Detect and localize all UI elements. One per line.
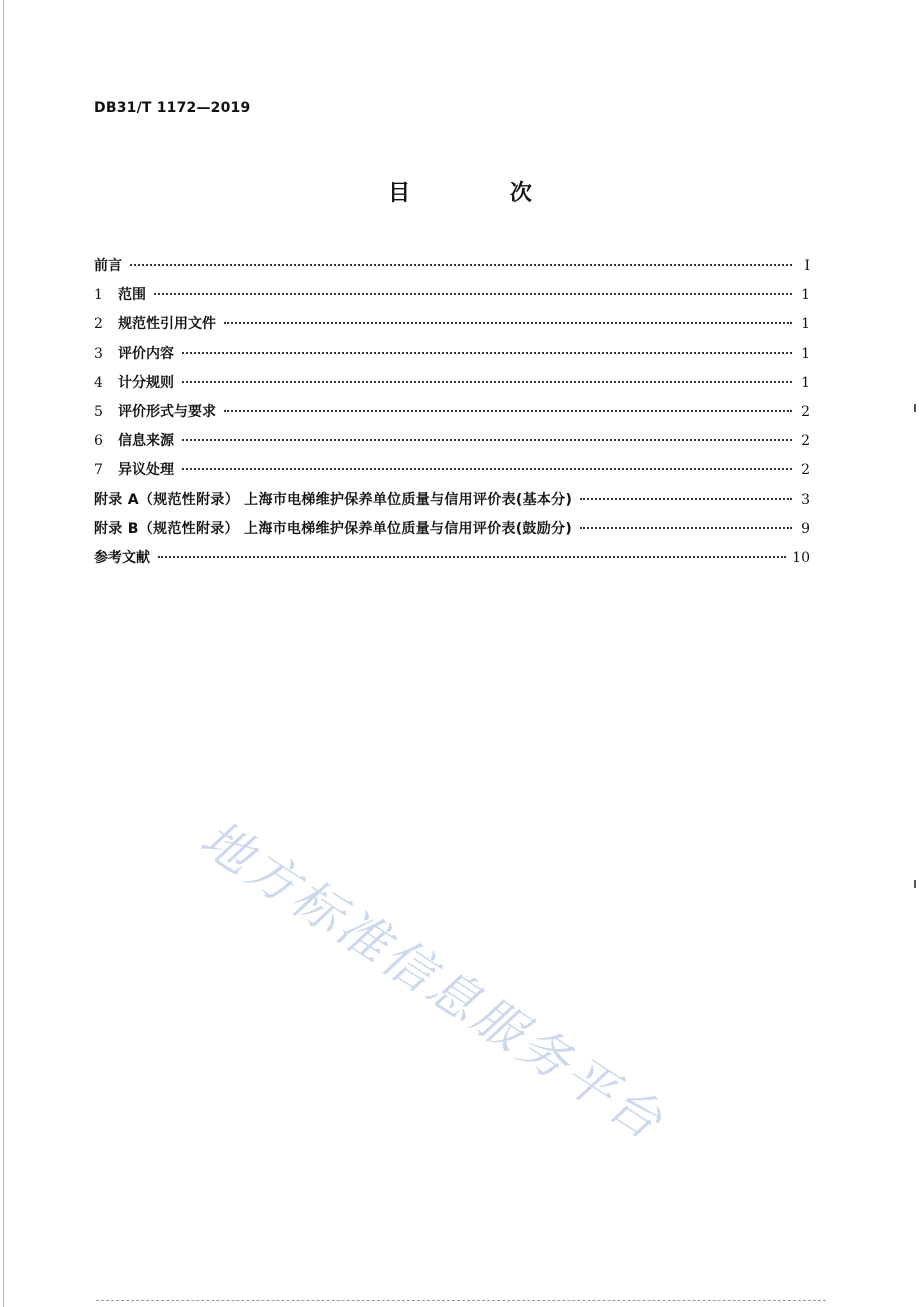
toc-leader-dots: [580, 498, 792, 500]
toc-entry-number: 1: [94, 287, 103, 304]
toc-entry-page: 2: [801, 462, 810, 479]
toc-leader-dots: [182, 468, 792, 470]
toc-entry-number: 7: [94, 462, 103, 479]
toc-entry-page: 1: [801, 316, 810, 333]
toc-entry-label: 附录 A（规范性附录） 上海市电梯维护保养单位质量与信用评价表(基本分): [94, 491, 573, 508]
watermark: 地方标准信息服务平台: [190, 809, 675, 1152]
page-title: 目 次: [388, 181, 578, 206]
toc-entry-label: 前言: [94, 258, 122, 274]
toc-entry-5[interactable]: [94, 401, 810, 430]
toc-entry-page: 2: [801, 403, 810, 420]
toc-entry-page: 9: [801, 520, 810, 537]
standard-code: DB31/T 1172—2019: [94, 100, 251, 116]
toc-entry-references[interactable]: [94, 547, 810, 576]
toc-entry-page: 1: [801, 345, 810, 362]
toc-leader-dots: [158, 556, 786, 558]
toc-entry-number: 2: [94, 316, 103, 333]
toc-entry-label: 计分规则: [118, 374, 174, 391]
toc-leader-dots: [224, 410, 792, 412]
scan-edge-mark: [914, 880, 916, 888]
toc-leader-dots: [182, 381, 792, 383]
toc-entry-page: I: [804, 258, 810, 274]
toc-entry-number: 3: [94, 345, 103, 362]
toc-entry-label: 异议处理: [118, 462, 174, 479]
toc-entry-label: 评价内容: [118, 345, 174, 362]
toc-leader-dots: [130, 264, 792, 266]
toc-entry-label: 规范性引用文件: [118, 316, 216, 333]
toc-entry-2[interactable]: [94, 313, 810, 342]
toc-leader-dots: [182, 439, 792, 441]
toc-entry-label: 参考文献: [94, 549, 150, 566]
toc-entry-label: 评价形式与要求: [118, 403, 216, 420]
toc-entry-number: 4: [94, 374, 103, 391]
toc-entry-1[interactable]: [94, 284, 810, 313]
toc-entry-page: 1: [801, 287, 810, 304]
toc-entry-page: 1: [801, 374, 810, 391]
scan-edge-mark: [914, 404, 916, 412]
toc-entry-7[interactable]: [94, 459, 810, 488]
toc-leader-dots: [154, 293, 792, 295]
toc-entry-foreword[interactable]: [94, 255, 810, 284]
toc-entry-page: 2: [801, 433, 810, 450]
toc-entry-label: 附录 B（规范性附录） 上海市电梯维护保养单位质量与信用评价表(鼓励分): [94, 520, 573, 537]
toc-entry-number: 6: [94, 433, 103, 450]
toc-entry-annex-b[interactable]: [94, 518, 810, 547]
toc-entry-number: 5: [94, 403, 103, 420]
table-of-contents: [94, 255, 810, 576]
toc-entry-label: 信息来源: [118, 433, 174, 450]
toc-entry-3[interactable]: [94, 343, 810, 372]
toc-entry-page: 3: [801, 491, 810, 508]
toc-entry-4[interactable]: [94, 372, 810, 401]
toc-entry-6[interactable]: [94, 430, 810, 459]
toc-leader-dots: [580, 527, 792, 529]
toc-entry-label: 范围: [118, 287, 146, 304]
toc-entry-annex-a[interactable]: [94, 489, 810, 518]
toc-leader-dots: [182, 352, 792, 354]
toc-entry-page: 10: [792, 549, 810, 566]
bottom-rule: [96, 1300, 826, 1301]
toc-leader-dots: [224, 322, 792, 324]
